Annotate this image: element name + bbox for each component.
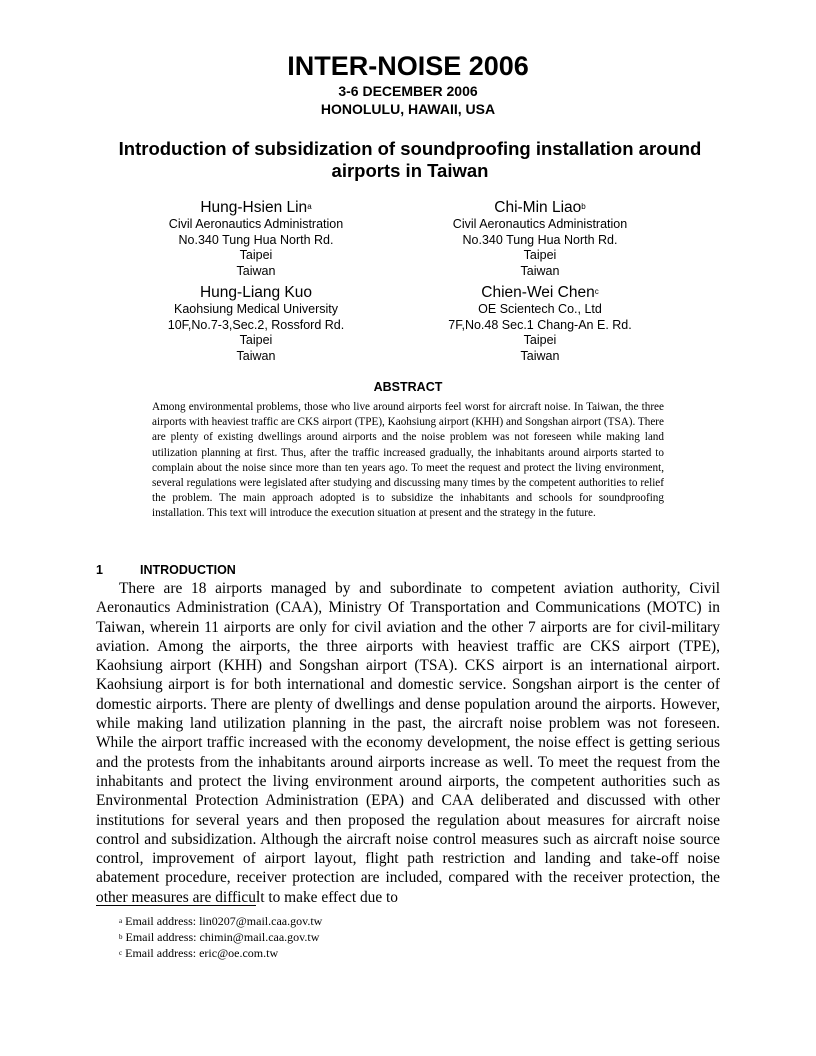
footnote: $^c$ Email address: eric@oe.com.tw [119,946,279,960]
author-marker: b [581,202,586,211]
author-city: Taipei [239,333,273,347]
author-block [111,283,401,364]
author-marker: a [307,202,312,211]
section-number: 1 [96,563,103,577]
author-name: Hung-Hsien Lin$^a$ [200,199,312,216]
author-affiliation: OE Scientech Co., Ltd [478,302,602,316]
author-affiliation: Kaohsiung Medical University [174,302,338,316]
footnotes [119,913,322,961]
footnote: $^b$ Email address: chimin@mail.caa.gov.tw [119,930,320,944]
author-block [395,283,685,364]
abstract-heading: ABSTRACT [373,380,443,394]
author-affiliation: Civil Aeronautics Administration [168,217,344,231]
author-city: Taipei [523,333,557,347]
author-address: No.340 Tung Hua North Rd. [462,232,618,247]
author-block [111,198,401,279]
author-affiliation: Civil Aeronautics Administration [452,217,628,231]
conference-title: INTER-NOISE 2006 [287,51,529,81]
author-city: Taipei [239,248,273,262]
author-block [395,198,685,279]
section-title: INTRODUCTION [140,563,236,577]
author-country: Taiwan [520,348,560,363]
conference-location: HONOLULU, HAWAII, USA [320,101,496,117]
author-marker: c [594,287,599,296]
footnote-divider [96,905,256,906]
paper-title: Introduction of subsidization of soundproofing installation around airports in Taiwan [118,138,702,181]
footnote: $^a$ Email address: lin0207@mail.caa.gov.tw [119,914,323,928]
author-address: 7F,No.48 Sec.1 Chang-An E. Rd. [448,317,632,332]
section-heading [96,563,236,577]
author-city: Taipei [523,248,557,262]
author-address: 10F,No.7-3,Sec.2, Rossford Rd. [167,317,345,332]
author-name: Chi-Min Liao$^b$ [494,199,586,216]
author-name: Chien-Wei Chen$^c$ [481,284,599,301]
conference-date: 3-6 DECEMBER 2006 [338,83,478,99]
author-name: Hung-Liang Kuo [199,284,313,301]
abstract-text: Among environmental problems, those who live around airports feel worst for aircraft noise. In Taiwan, the three airports with heaviest traffic are CKS airport (TPE), Kaohsiung airport (KHH) and Songshan airport (TSA). There are plenty of existing dwellings around airports and the noise problem was not foreseen while making land utilization planning at first. Thus, after the traffic increased gradually, the inhabitants around airports started to complain about the noise since more than ten years ago. To meet the request and protect the living environment, several regulations were legislated after studying and discussing many times by the competent authorities to relief the problem. The main approach adopted is to subsidize the inhabitants and schools for soundproofing installation. This text will introduce the execution situation at present and the strategy in the future. [152,401,664,520]
author-address: No.340 Tung Hua North Rd. [178,232,334,247]
author-country: Taiwan [520,263,560,278]
author-country: Taiwan [236,263,276,278]
introduction-text: There are 18 airports managed by and subordinate to competent aviation authority, Civil Aeronautics Administration (CAA), Ministry Of Transportation and Communications (MOTC) in Taiwan, wherein 11 airports are only for civil aviation and the other 7 airports are for civil-military aviation. Among the airports, the three airports with heaviest traffic are CKS airport (TPE), Kaohsiung airport (KHH) and Songshan airport (TSA). CKS airport is an international airport. Kaohsiung airport is for both international and domestic service. Songshan airport is the center of domestic airports. There are plenty of dwellings and dense population around the airports. However, while making land utilization planning in the past, the aircraft noise problem was not foreseen. While the airport traffic increased with the economy development, the noise effect is getting serious and the protests from the inhabitants around airports increase as well. To meet the request from the inhabitants and protect the living environment around airports, the competent authorities such as Environmental Protection Administration (EPA) and CAA deliberated and discussed with other institutions for several years and then proposed the regulation about measures for aircraft noise control and subsidization. Although the aircraft noise control measures such as aircraft noise source control, improvement of airport layout, flight path restriction and landing and take-off noise abatement procedure, receiver protection are included, compared with the receiver protection, the other measures are difficult to make effect due to [96,580,720,906]
author-country: Taiwan [236,348,276,363]
